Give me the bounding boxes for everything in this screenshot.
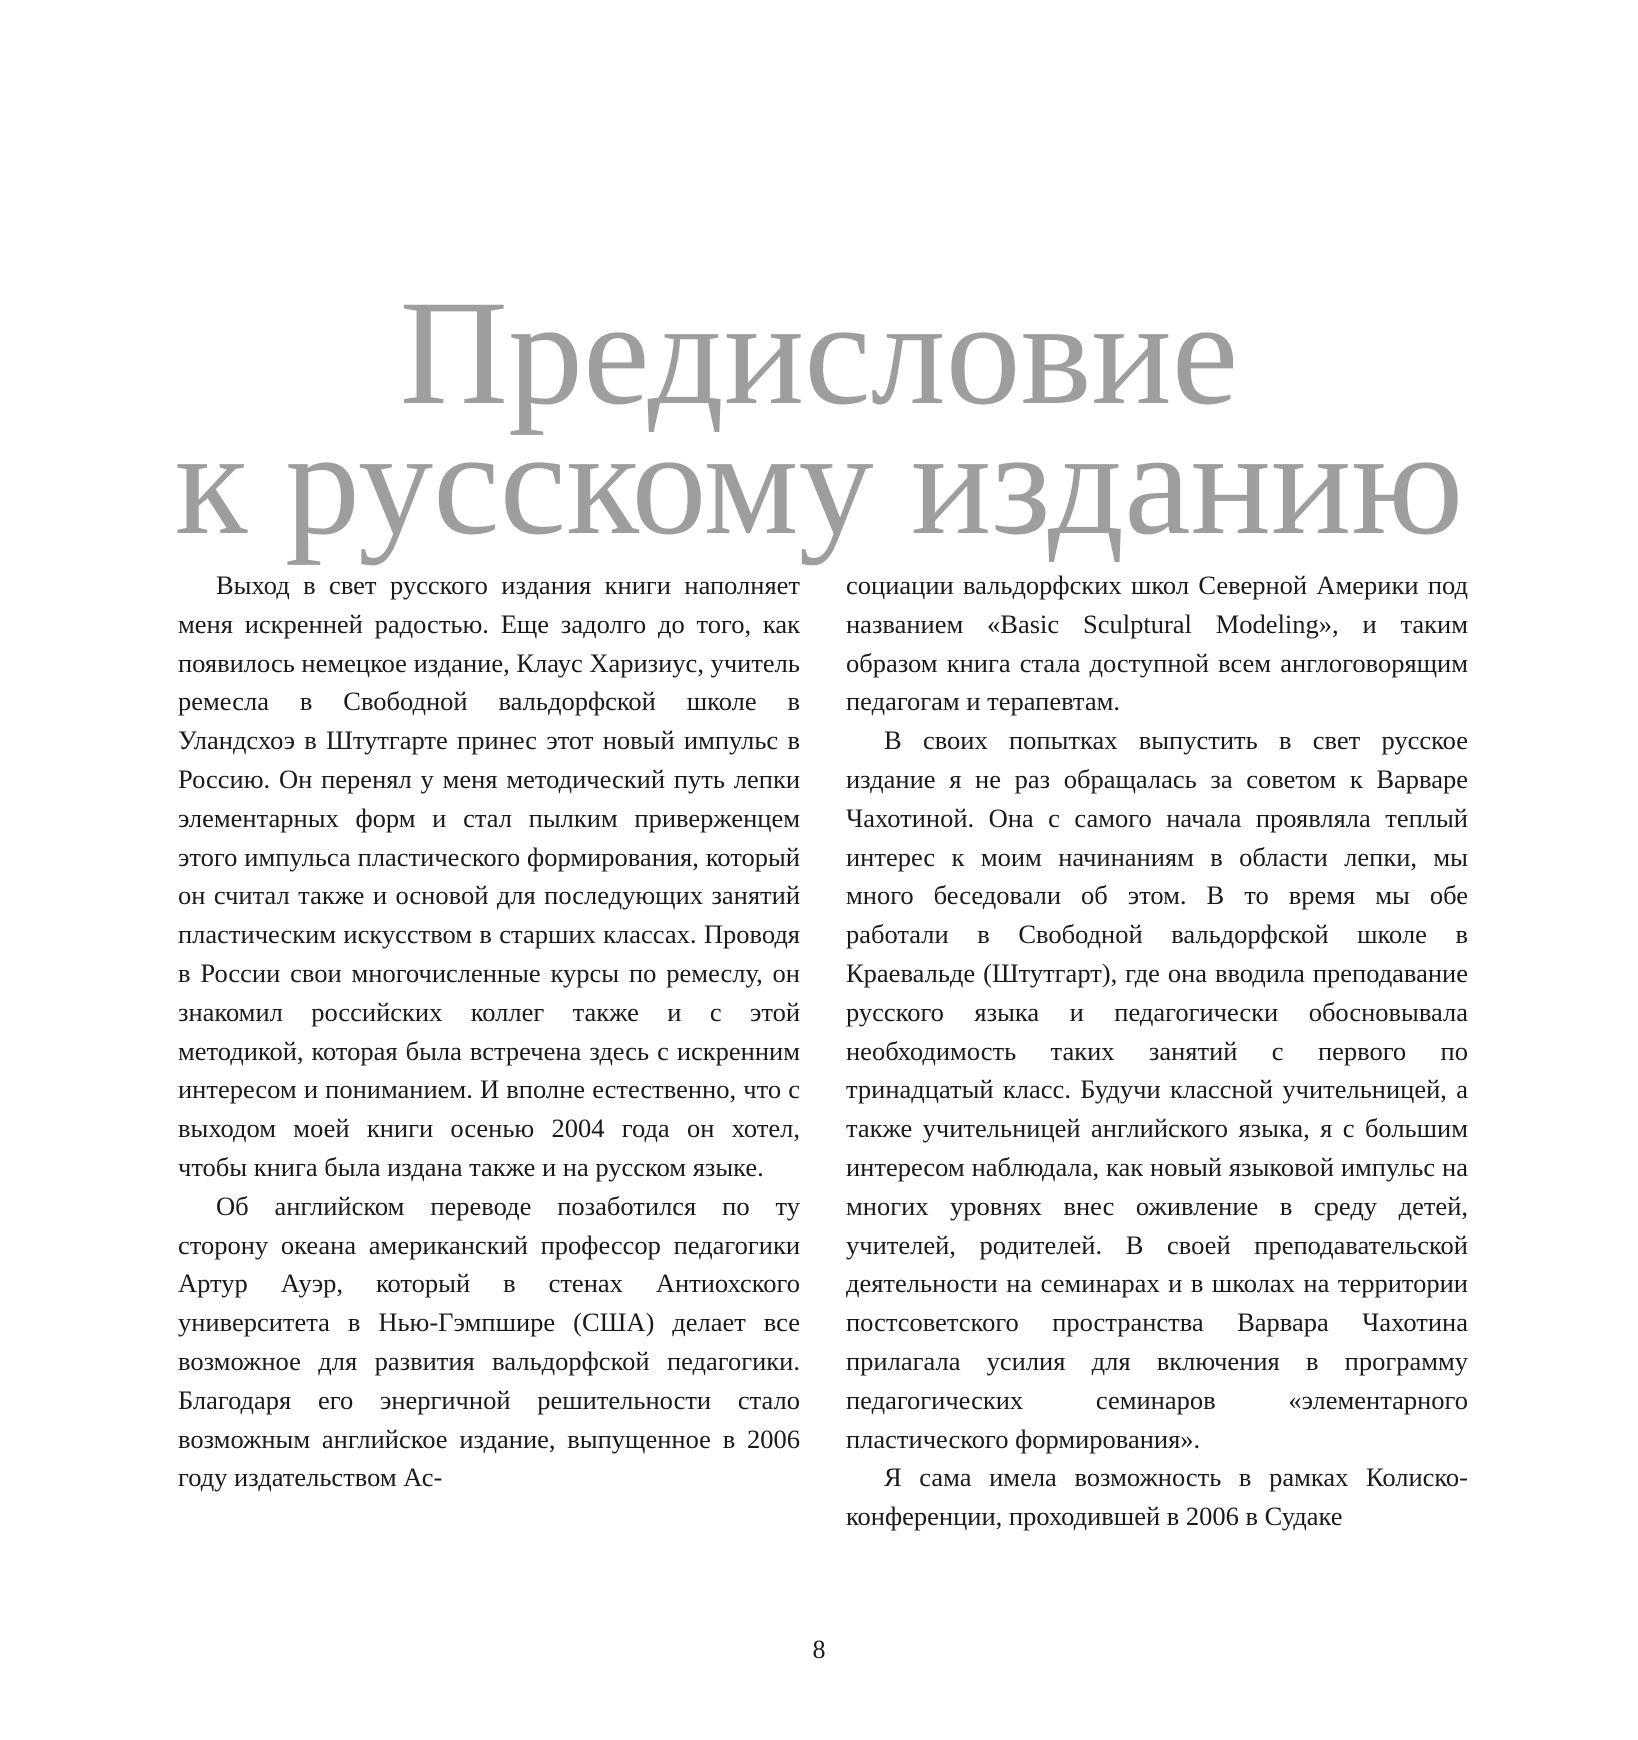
chapter-title-line-1: Предисловие [399, 270, 1239, 436]
body-columns [178, 566, 1468, 1536]
paragraph-continued: социации вальдорфских школ Северной Америки под названием «Basic Sculptural Modeling», и таким образом книга стала доступной всем англоговорящим педагогам и терапевтам. [846, 570, 1468, 717]
chapter-title-line-2: к русскому изданию [174, 400, 1464, 566]
page-number: 8 [812, 1635, 826, 1664]
left-column [178, 566, 800, 1536]
chapter-title [0, 270, 1638, 566]
right-column [846, 566, 1468, 1536]
paragraph: Я сама имела возможность в рамках Колиско-конференции, проходившей в 2006 в Судаке [846, 1462, 1468, 1532]
paragraph: Об английском переводе позаботился по ту сторону океана американский профессор педагогики Артур Ауэр, который в стенах Антиохского университета в Нью-Гэмпшире (США) делает все возможное для развития вальдорфской педагогики. Благодаря его энергичной решительности стало возможным английское издание, выпущенное в 2006 году издательством Ас- [178, 1190, 800, 1493]
paragraph: Выход в свет русского издания книги наполняет меня искренней радостью. Еще задолго до того, как появилось немецкое издание, Клаус Харизиус, учитель ремесла в Свободной вальдорфской школе в Уландсхоэ в Штутгарте принес этот новый импульс в Россию. Он перенял у меня методический путь лепки элементарных форм и стал пылким приверженцем этого импульса пластического формирования, который он считал также и основой для последующих занятий пластическим искусством в старших классах. Проводя в России свои многочисленные курсы по ремеслу, он знакомил российских коллег также и с этой методикой, которая была встречена здесь с искренним интересом и пониманием. И вполне естественно, что с выходом моей книги осенью 2004 года он хотел, чтобы книга была издана также и на русском языке. [178, 570, 800, 1182]
paragraph: В своих попытках выпустить в свет русское издание я не раз обращалась за советом к Варваре Чахотиной. Она с самого начала проявляла теплый интерес к моим начинаниям в области лепки, мы много беседовали об этом. В то время мы обе работали в Свободной вальдорфской школе в Краевальде (Штутгарт), где она вводила преподавание русского языка и педагогически обосновывала необходимость таких занятий с первого по тринадцатый класс. Будучи классной учительницей, а также учительницей английского языка, я с большим интересом наблюдала, как новый языковой импульс на многих уровнях внес оживление в среду детей, учителей, родителей. В своей преподавательской деятельности на семинарах и в школах на территории постсоветского пространства Варвара Чахотина прилагала усилия для включения в программу педагогических семинаров «элементарного пластического формирования». [846, 725, 1468, 1454]
